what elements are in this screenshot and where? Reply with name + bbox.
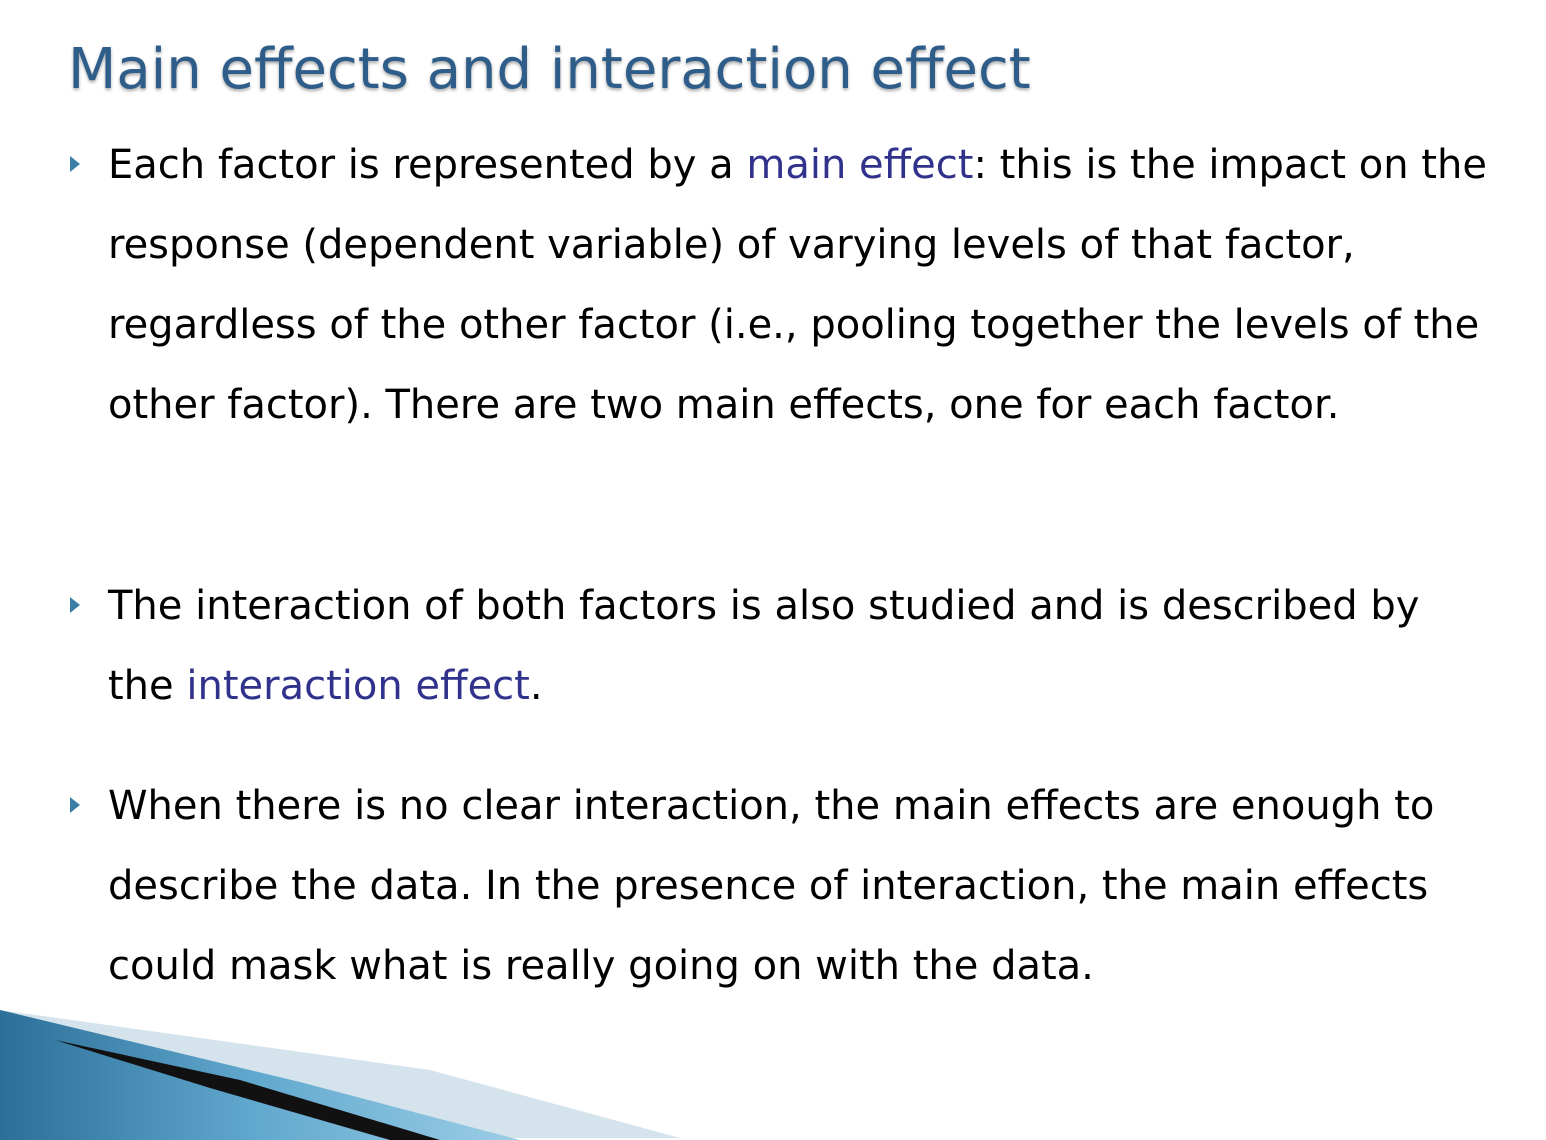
- bullet-item: [108, 766, 1488, 1006]
- triangle-bullet-icon: [70, 797, 80, 813]
- term-main-effect: main effect: [746, 142, 974, 188]
- bullet-text: .: [529, 663, 543, 709]
- bullet-text: Each factor is represented by a: [108, 142, 747, 188]
- triangle-bullet-icon: [70, 597, 80, 613]
- bullet-item: [108, 125, 1488, 445]
- triangle-bullet-icon: [70, 156, 80, 172]
- bullet-item: [108, 566, 1488, 726]
- bullet-text: : this is the impact on the response (dependent variable) of varying levels of that factor, regardless of the other factor (i.e., pooling together the levels of the other factor). There are two main effects, one for each factor.: [108, 142, 1487, 428]
- slide-title: Main effects and interaction effect: [68, 37, 1031, 102]
- bullet-text: When there is no clear interaction, the main effects are enough to describe the data. In the presence of interaction, the main effects could mask what is really going on with the data.: [108, 783, 1435, 989]
- term-interaction-effect: interaction effect: [186, 663, 530, 709]
- corner-swoosh-decoration: [0, 1010, 680, 1140]
- bullet-text: The interaction of both factors is also studied and is described by the: [108, 583, 1420, 709]
